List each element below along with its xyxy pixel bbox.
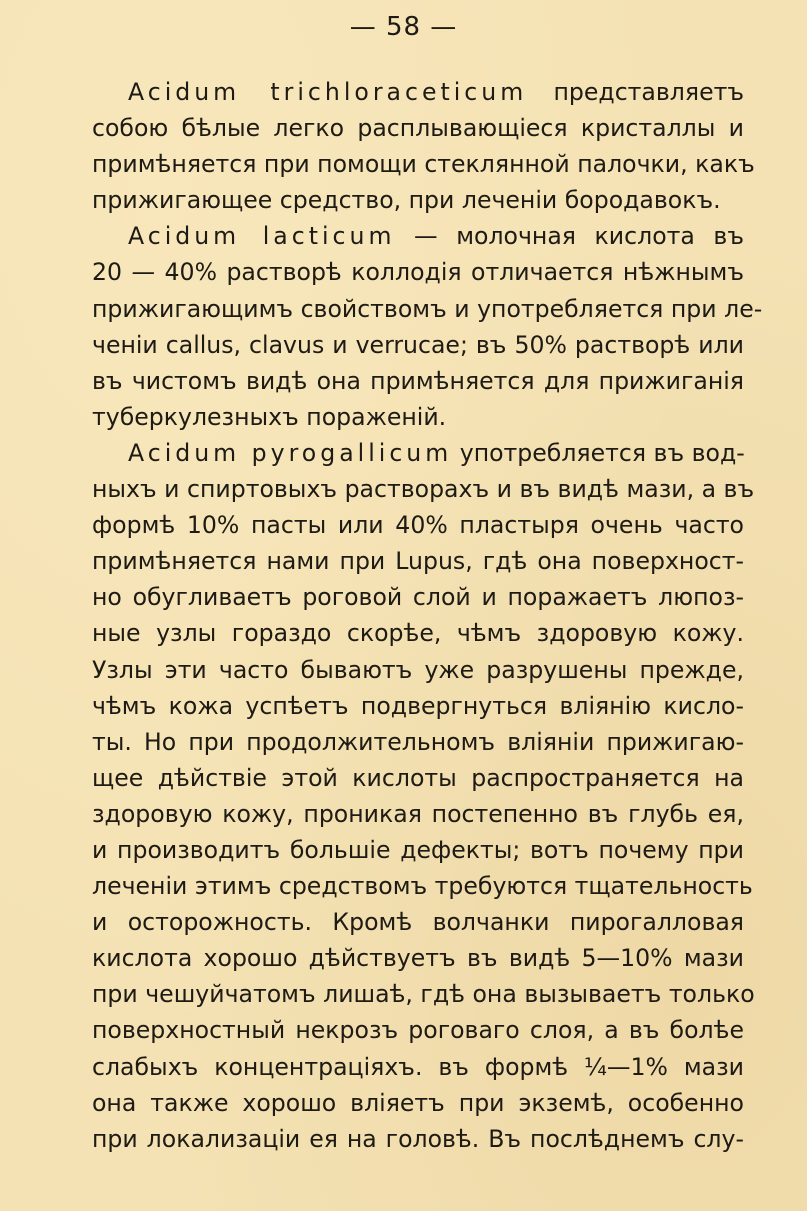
text-run: — молочная кислота въ (395, 222, 744, 251)
text-run: ты. Но при продолжительномъ вліяніи прижигаю- (92, 727, 744, 756)
text-run: ченіи callus, clavus и verrucae; въ 50% растворѣ или (92, 330, 744, 359)
text-line (92, 254, 744, 290)
text-line (92, 615, 744, 651)
text-line (92, 976, 755, 1012)
text-line (92, 435, 744, 471)
text-run: слабыхъ концентраціяхъ. въ формѣ ¼—1% мази (92, 1052, 744, 1081)
body-text (92, 74, 763, 1157)
text-run: ныхъ и спиртовыхъ растворахъ и въ видѣ мази, а въ (92, 475, 755, 504)
text-line (92, 146, 755, 182)
text-line (92, 74, 744, 110)
text-run: употребляется въ вод- (452, 438, 745, 467)
text-run: при локализаціи ея на головѣ. Въ послѣднемъ слу- (92, 1124, 744, 1153)
text-run: щее дѣйствіе этой кислоты распространяется на (92, 763, 744, 792)
text-line (92, 291, 763, 327)
text-line (92, 471, 755, 507)
text-line (92, 688, 744, 724)
text-line (92, 543, 744, 579)
text-run: 20 — 40% растворѣ коллодія отличается нѣжнымъ (92, 258, 744, 287)
latin-term: Acidum trichloraceticum (128, 78, 528, 106)
text-line (92, 363, 744, 399)
text-line (92, 904, 744, 940)
text-run: прижигающее средство, при леченіи бородавокъ. (92, 186, 721, 215)
text-run: прижигающимъ свойствомъ и употребляется при ле- (92, 294, 763, 323)
latin-term: Acidum pyrogallicum (128, 438, 453, 467)
text-run: туберкулезныхъ пораженій. (92, 402, 447, 431)
text-line (92, 1085, 744, 1121)
text-run: кислота хорошо дѣйствуетъ въ видѣ 5—10% мази (92, 944, 744, 973)
text-line (92, 579, 744, 615)
text-run: представляетъ (527, 78, 744, 106)
text-run: здоровую кожу, проникая постепенно въ глубь ея, (92, 799, 744, 828)
text-line (92, 832, 744, 868)
text-run: но обугливаетъ роговой слой и поражаетъ люпоз- (92, 583, 744, 612)
text-run: при чешуйчатомъ лишаѣ, гдѣ она вызываетъ только (92, 980, 755, 1009)
text-run: ные узлы гораздо скорѣе, чѣмъ здоровую кожу. (92, 619, 744, 648)
text-line (92, 652, 744, 688)
text-run: примѣняется при помощи стеклянной палочки, какъ (92, 150, 755, 179)
text-line (92, 1012, 744, 1048)
text-line (92, 399, 744, 435)
text-run: примѣняется нами при Lupus, гдѣ она поверхност- (92, 547, 744, 576)
text-line (92, 507, 744, 543)
text-run: поверхностный некрозъ роговаго слоя, а въ болѣе (92, 1016, 744, 1045)
text-line (92, 796, 744, 832)
text-line (92, 724, 744, 760)
text-line (92, 182, 744, 218)
text-line (92, 1121, 744, 1157)
text-run: она также хорошо вліяетъ при экземѣ, особенно (92, 1088, 744, 1117)
page-number: — 58 — (349, 12, 458, 42)
text-run: собою бѣлые легко расплывающіеся кристаллы и (92, 114, 744, 143)
text-line (92, 940, 744, 976)
text-run: и осторожность. Кромѣ волчанки пирогалловая (92, 908, 744, 937)
text-line (92, 868, 753, 904)
text-line (92, 760, 744, 796)
text-run: чѣмъ кожа успѣетъ подвергнуться вліянію кисло- (92, 691, 744, 720)
latin-term: Acidum lacticum (128, 222, 396, 251)
text-line (92, 110, 744, 146)
text-line (92, 327, 744, 363)
text-run: леченіи этимъ средствомъ требуются тщательность (92, 872, 753, 901)
text-line (92, 1049, 744, 1085)
text-run: формѣ 10% пасты или 40% пластыря очень часто (92, 511, 744, 540)
text-run: и производитъ большіе дефекты; вотъ почему при (92, 835, 744, 864)
text-run: Узлы эти часто бываютъ уже разрушены прежде, (92, 655, 744, 684)
text-line (92, 218, 744, 254)
text-run: въ чистомъ видѣ она примѣняется для прижиганія (92, 366, 744, 395)
